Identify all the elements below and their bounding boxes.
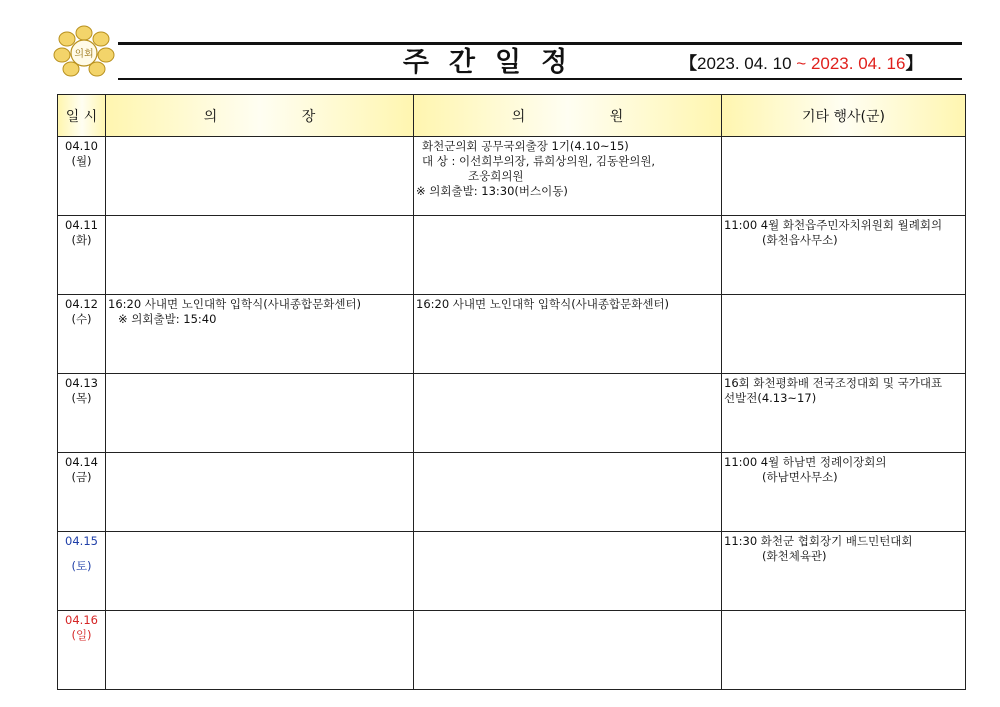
members-cell [414, 611, 722, 690]
table-row [58, 137, 966, 216]
other-cell [722, 374, 966, 453]
date-range [680, 49, 922, 74]
table-row [58, 374, 966, 453]
other-cell [722, 611, 966, 690]
chairman-cell [106, 374, 414, 453]
day-date: 04.14 [65, 455, 98, 469]
chairman-cell [106, 453, 414, 532]
table-row [58, 295, 966, 374]
table-header-row [58, 95, 966, 137]
members-cell [414, 532, 722, 611]
day-weekday: (금) [71, 470, 92, 484]
schedule-line: ※ 의회출발: 13:30(버스이동) [416, 184, 568, 198]
day-cell [58, 137, 106, 216]
day-date: 04.12 [65, 297, 98, 311]
other-cell [722, 216, 966, 295]
members-cell [414, 216, 722, 295]
schedule-line: 조웅희의원 [468, 169, 524, 183]
members-cell [414, 374, 722, 453]
day-cell [58, 216, 106, 295]
date-close-bracket: 】 [905, 54, 923, 73]
page-title: 주간일정 [402, 47, 588, 78]
schedule-line: 11:00 4월 하남면 정례이장회의 [724, 455, 887, 469]
date-tilde: ~ [796, 54, 807, 73]
schedule-line: 16:20 사내면 노인대학 입학식(사내종합문화센터) [416, 297, 670, 311]
day-date: 04.16 [65, 613, 98, 627]
table-row [58, 216, 966, 295]
members-cell [414, 453, 722, 532]
day-weekday: (목) [71, 391, 92, 405]
schedule-line: 11:00 4월 화천읍주민자치위원회 월례회의 [724, 218, 943, 232]
day-cell [58, 374, 106, 453]
schedule-line: ※ 의회출발: 15:40 [118, 312, 217, 326]
day-cell [58, 611, 106, 690]
schedule-line: 16:20 사내면 노인대학 입학식(사내종합문화센터) [108, 297, 362, 311]
col-header-chairman-label: 의 장 [203, 108, 356, 125]
schedule-line: 16회 화천평화배 전국조정대회 및 국가대표 [724, 376, 943, 390]
col-header-day: 일 시 [58, 95, 106, 137]
day-weekday: (수) [71, 312, 92, 326]
col-header-members-label: 의 원 [511, 108, 664, 125]
day-cell [58, 295, 106, 374]
col-header-chairman [106, 95, 414, 137]
chairman-cell [106, 216, 414, 295]
day-date: 04.11 [65, 218, 98, 232]
day-weekday: (화) [71, 233, 92, 247]
chairman-cell [106, 611, 414, 690]
chairman-cell [106, 137, 414, 216]
schedule-line: (화천체육관) [762, 549, 827, 563]
schedule-line: 화천군의회 공무국외출장 1기(4.10~15) [422, 139, 629, 153]
table-row [58, 453, 966, 532]
weekly-schedule-table [57, 94, 966, 690]
day-weekday: (일) [71, 628, 92, 642]
table-row [58, 532, 966, 611]
members-cell [414, 295, 722, 374]
col-header-members [414, 95, 722, 137]
title-rule-bottom [118, 78, 962, 80]
members-cell [414, 137, 722, 216]
date-start: 2023. 04. 10 [697, 54, 792, 73]
schedule-line: (화천읍사무소) [762, 233, 838, 247]
logo-text: 의회 [74, 49, 94, 60]
day-weekday: (월) [71, 154, 92, 168]
schedule-line: 11:30 화천군 협회장기 배드민턴대회 [724, 534, 913, 548]
other-cell [722, 453, 966, 532]
date-open-bracket: 【 [680, 54, 697, 73]
table-row [58, 611, 966, 690]
other-cell [722, 532, 966, 611]
other-cell [722, 295, 966, 374]
other-cell [722, 137, 966, 216]
schedule-line: 선발전(4.13~17) [724, 391, 817, 405]
day-date: 04.13 [65, 376, 98, 390]
schedule-line: 대 상 : 이선희부의장, 류희상의원, 김동완의원, [422, 154, 656, 168]
chairman-cell [106, 532, 414, 611]
day-date: 04.10 [65, 139, 98, 153]
council-emblem-logo [52, 24, 116, 80]
schedule-line: (하남면사무소) [762, 470, 838, 484]
day-cell [58, 532, 106, 611]
day-cell [58, 453, 106, 532]
chairman-cell [106, 295, 414, 374]
day-weekday: (토) [71, 559, 92, 573]
day-date: 04.15 [65, 534, 98, 548]
date-end: 2023. 04. 16 [810, 54, 906, 73]
col-header-other: 기타 행사(군) [722, 95, 966, 137]
